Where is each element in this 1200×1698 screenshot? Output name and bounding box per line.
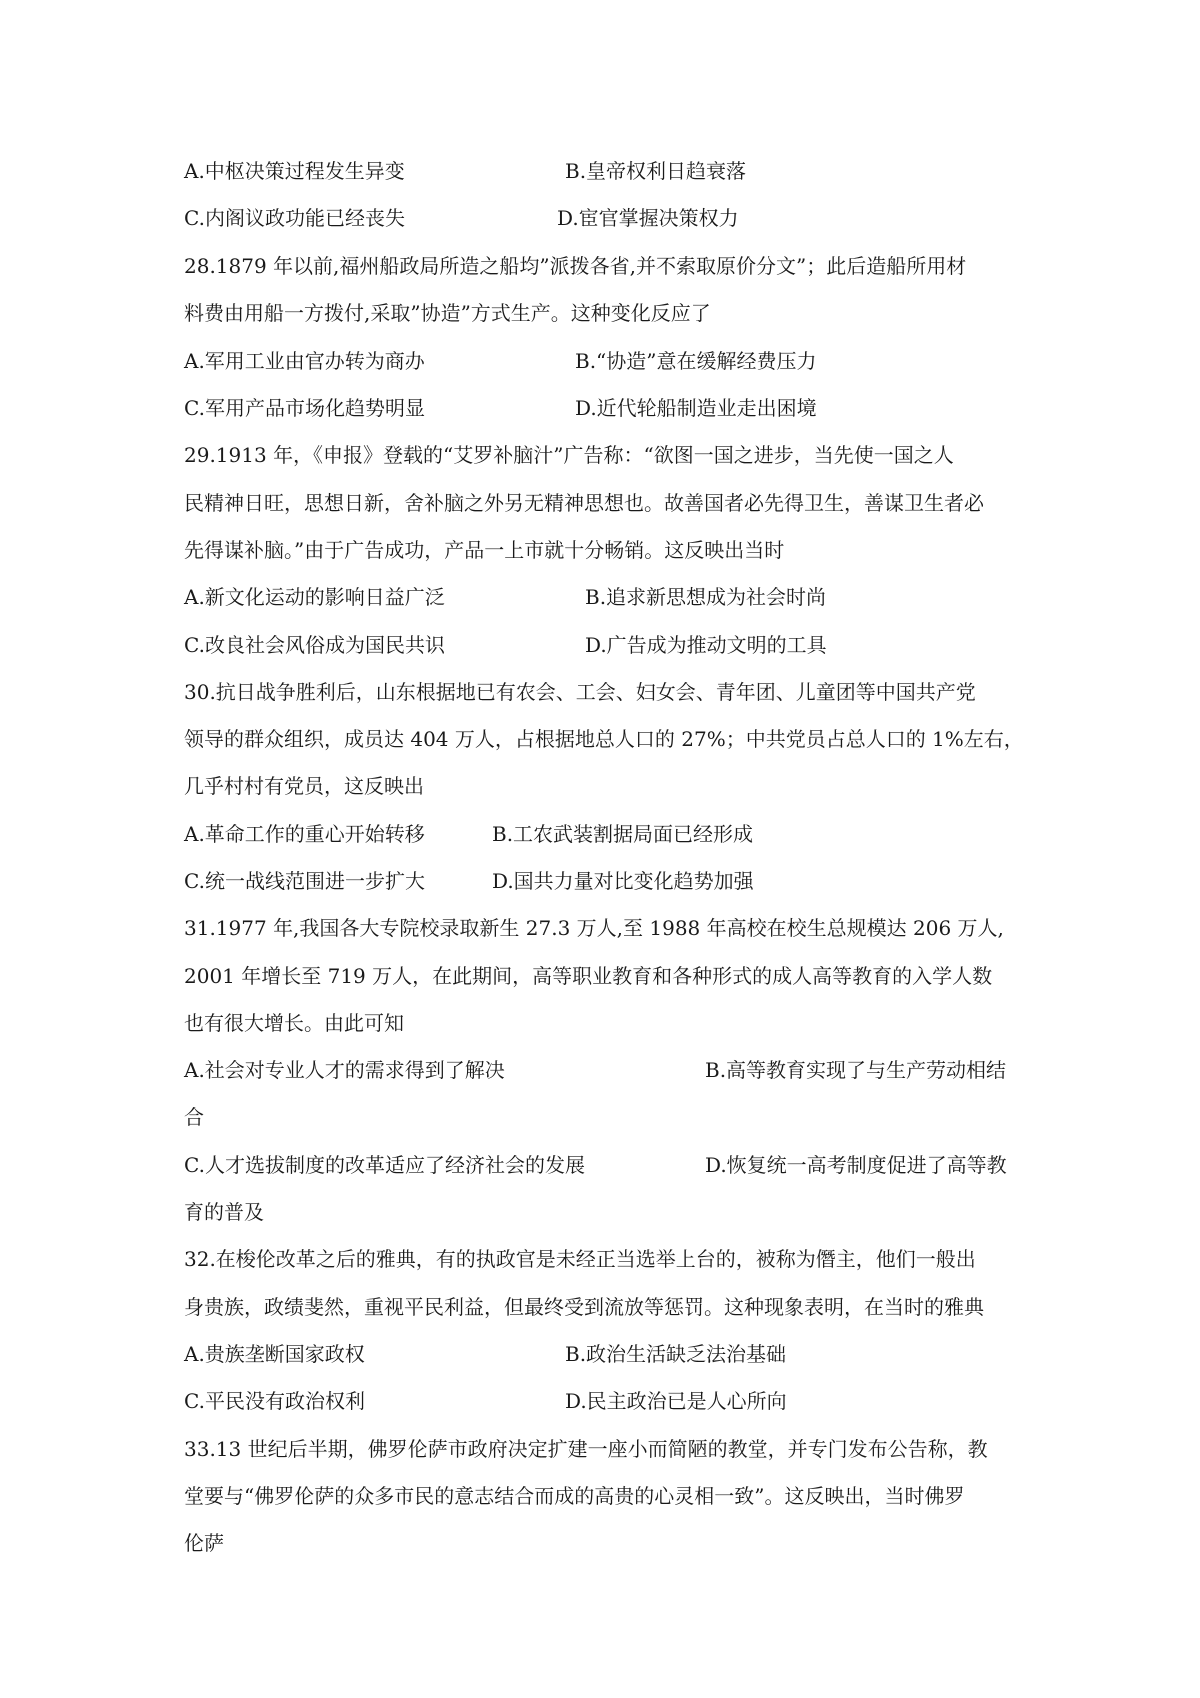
q30-stem-line-3: 几乎村村有党员，这反映出 [184,774,424,798]
q32-stem-line-2: 身贵族，政绩斐然，重视平民利益，但最终受到流放等惩罚。这种现象表明，在当时的雅典 [184,1295,984,1319]
q32-option-c: C.平民没有政治权利 [184,1389,365,1413]
q27-option-c: C.内阁议政功能已经丧失 [184,206,405,230]
q31-option-b: B.高等教育实现了与生产劳动相结 [705,1058,1007,1082]
q28-option-c: C.军用产品市场化趋势明显 [184,396,425,420]
q29-stem-line-1: 29.1913 年，《申报》登载的“艾罗补脑汁”广告称：“欲图一国之进步，当先使一国之人 [184,443,954,467]
q30-stem-line-1: 30.抗日战争胜利后，山东根据地已有农会、工会、妇女会、青年团、儿童团等中国共产党 [184,680,976,704]
q33-stem-line-3: 伦萨 [184,1531,224,1555]
q29-option-d: D.广告成为推动文明的工具 [585,633,827,657]
q29-option-a: A.新文化运动的影响日益广泛 [184,585,445,609]
q31-option-a: A.社会对专业人才的需求得到了解决 [184,1058,505,1082]
q32-stem-line-1: 32.在梭伦改革之后的雅典，有的执政官是未经正当选举上台的，被称为僭主，他们一般出 [184,1247,976,1271]
q31-option-d: D.恢复统一高考制度促进了高等教 [705,1153,1007,1177]
q28-stem-line-2: 料费由用船一方拨付,采取”协造”方式生产。这种变化反应了 [184,301,711,325]
q31-stem-line-3: 也有很大增长。由此可知 [184,1011,404,1035]
q27-option-a: A.中枢决策过程发生异变 [184,159,405,183]
q31-option-d-continuation: 育的普及 [184,1200,264,1224]
q32-option-d: D.民主政治已是人心所向 [565,1389,787,1413]
q32-option-a: A.贵族垄断国家政权 [184,1342,365,1366]
q33-stem-line-1: 33.13 世纪后半期，佛罗伦萨市政府决定扩建一座小而简陋的教堂，并专门发布公告称，教 [184,1437,988,1461]
q29-stem-line-3: 先得谋补脑。”由于广告成功，产品一上市就十分畅销。这反映出当时 [184,538,785,562]
q29-stem-line-2: 民精神日旺，思想日新，舍补脑之外另无精神思想也。故善国者必先得卫生，善谋卫生者必 [184,491,984,515]
q29-option-c: C.改良社会风俗成为国民共识 [184,633,445,657]
q28-stem-line-1: 28.1879 年以前,福州船政局所造之船均”派拨各省,并不索取原价分文”；此后造船所用材 [184,254,967,278]
q31-stem-line-2: 2001 年增长至 719 万人，在此期间，高等职业教育和各种形式的成人高等教育的入学人数 [184,964,993,988]
q30-option-d: D.国共力量对比变化趋势加强 [492,869,754,893]
q30-stem-line-2: 领导的群众组织，成员达 404 万人，占根据地总人口的 27%；中共党员占总人口的 1%左右， [184,727,1024,751]
q33-stem-line-2: 堂要与“佛罗伦萨的众多市民的意志结合而成的高贵的心灵相一致”。这反映出，当时佛罗 [184,1484,965,1508]
q31-option-c: C.人才选拔制度的改革适应了经济社会的发展 [184,1153,585,1177]
q31-option-b-continuation: 合 [184,1105,204,1129]
q31-stem-line-1: 31.1977 年,我国各大专院校录取新生 27.3 万人,至 1988 年高校在校生总规模达 206 万人, [184,916,1004,940]
q28-option-a: A.军用工业由官办转为商办 [184,349,425,373]
q30-option-b: B.工农武装割据局面已经形成 [492,822,754,846]
q29-option-b: B.追求新思想成为社会时尚 [585,585,827,609]
q30-option-c: C.统一战线范围进一步扩大 [184,869,425,893]
q30-option-a: A.革命工作的重心开始转移 [184,822,425,846]
q27-option-b: B.皇帝权利日趋衰落 [565,159,747,183]
q28-option-d: D.近代轮船制造业走出困境 [575,396,817,420]
q28-option-b: B.“协造”意在缓解经费压力 [575,349,817,373]
q32-option-b: B.政治生活缺乏法治基础 [565,1342,787,1366]
q27-option-d: D.宦官掌握决策权力 [557,206,739,230]
